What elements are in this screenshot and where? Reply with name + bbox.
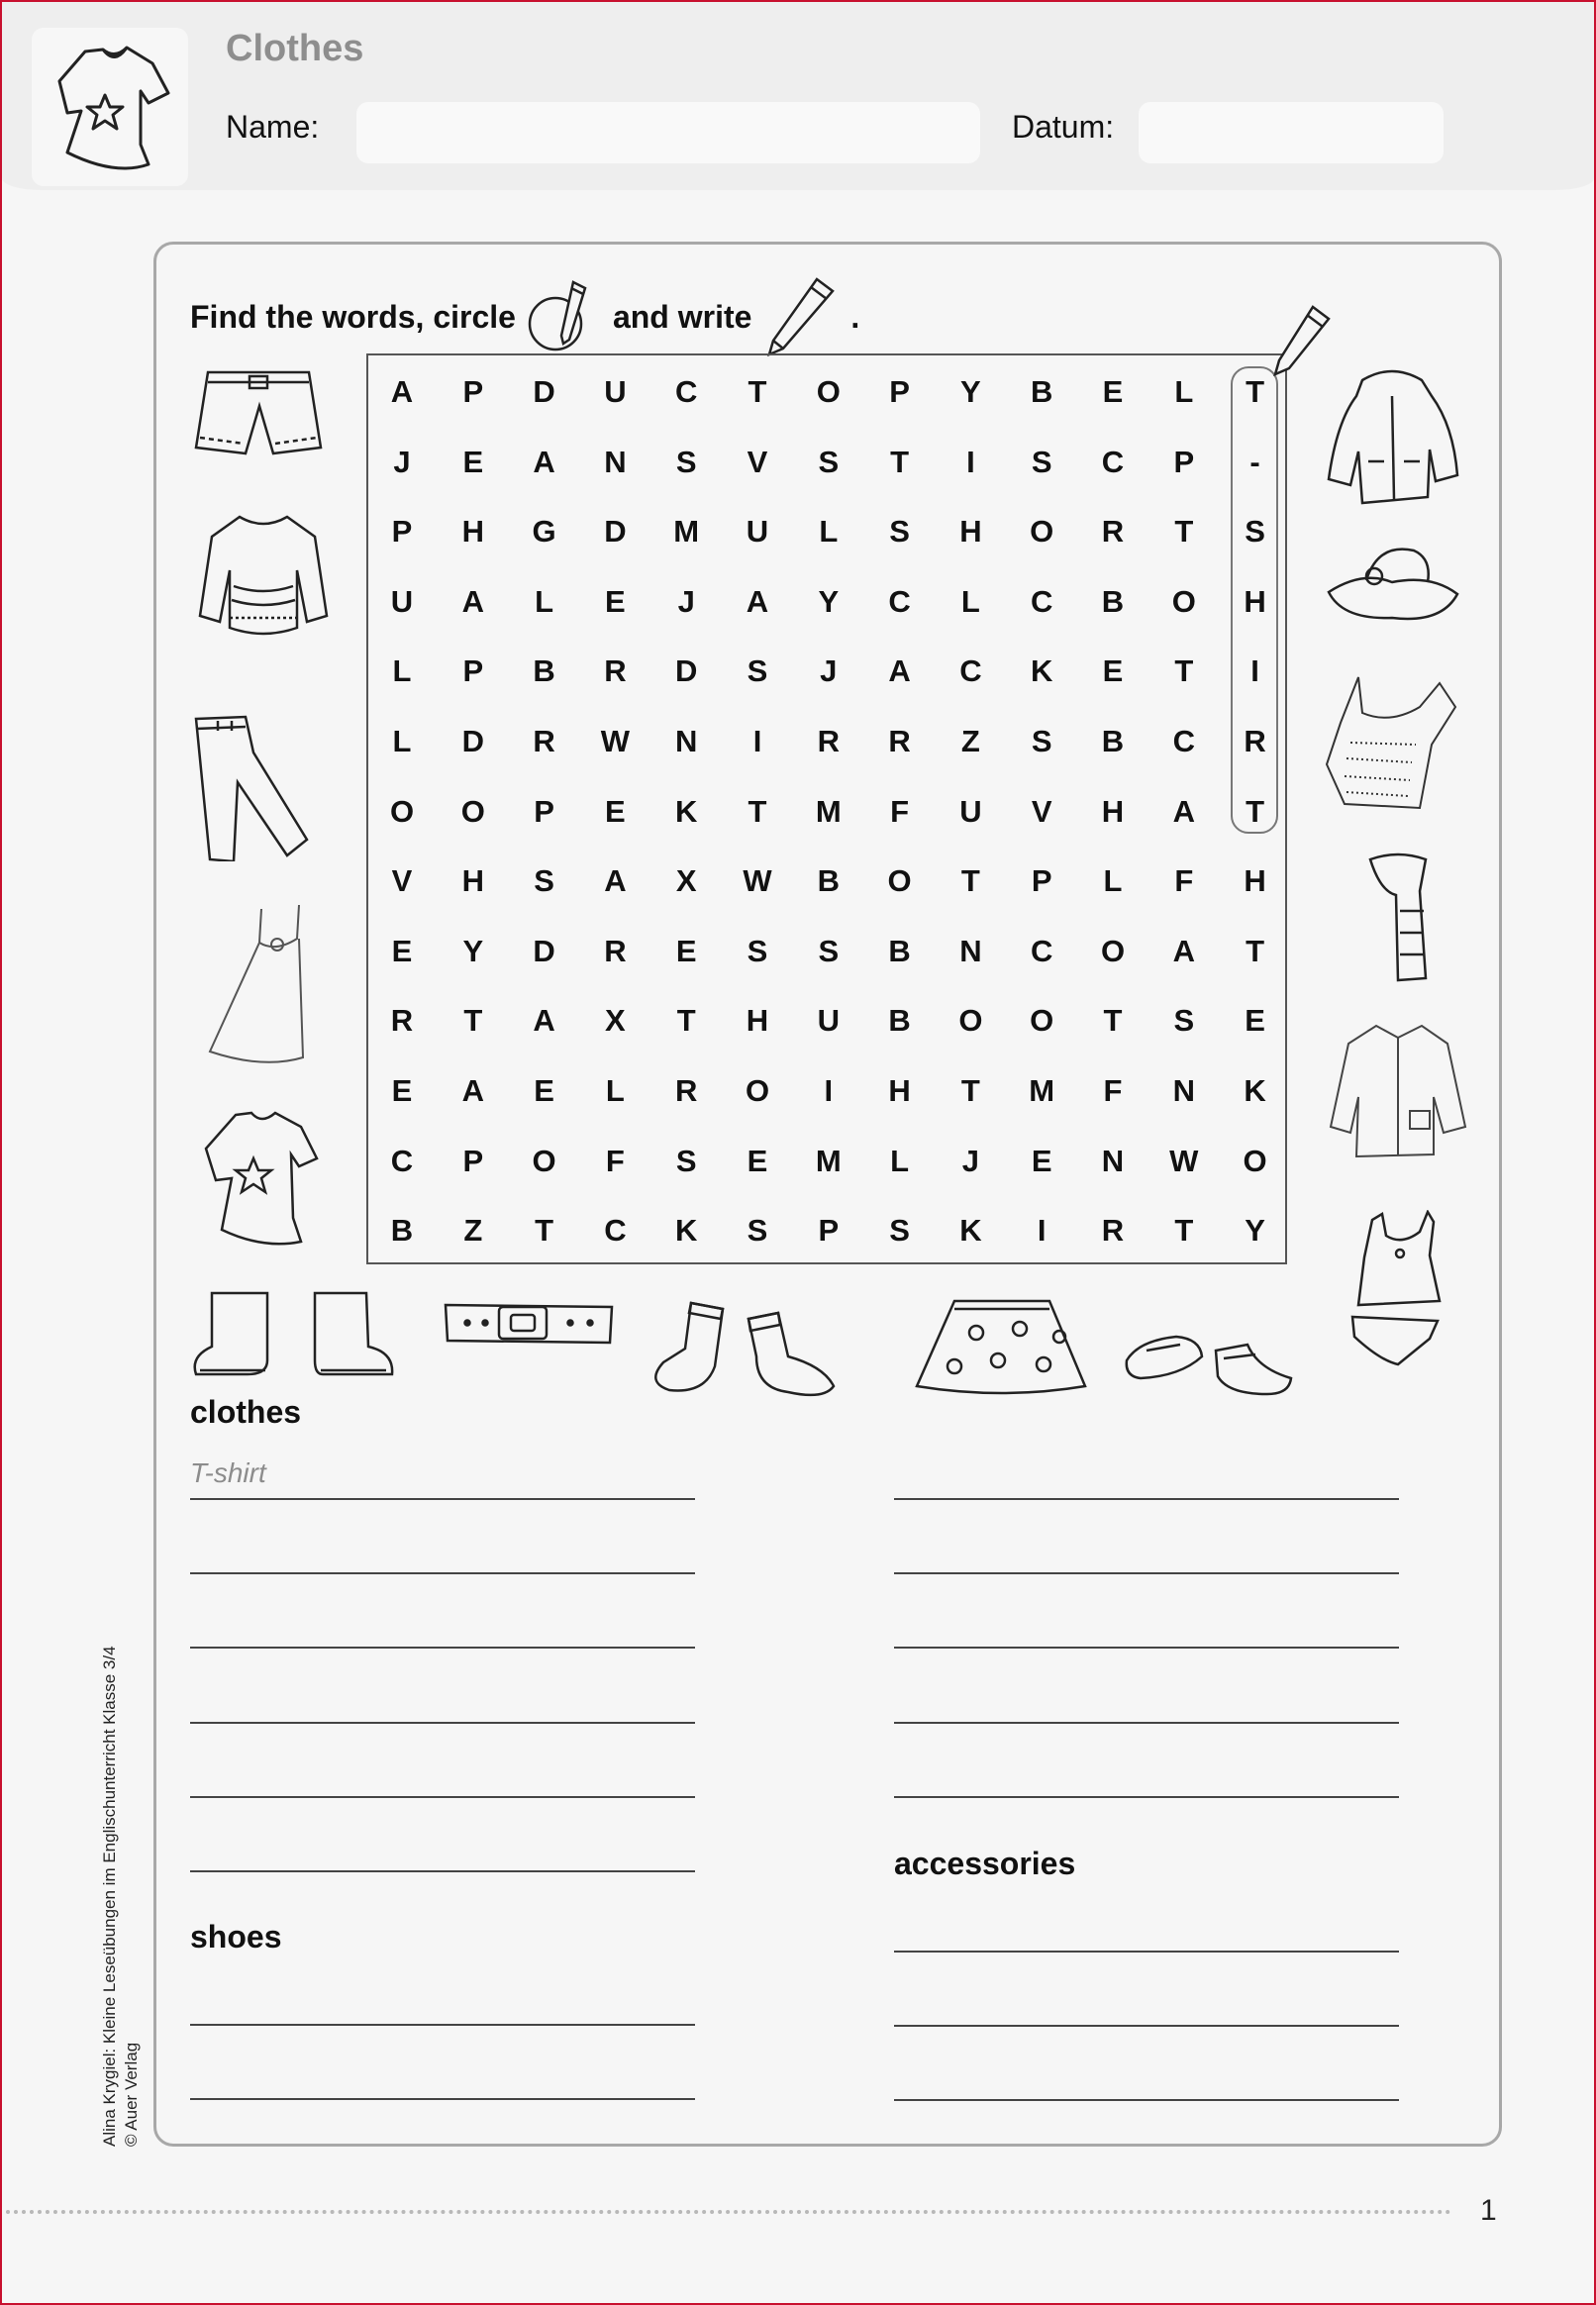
grid-letter[interactable]: C [1172,724,1195,758]
grid-letter[interactable]: K [1244,1073,1266,1108]
grid-letter[interactable]: X [675,863,697,899]
grid-letter[interactable]: C [1030,933,1053,968]
grid-letter[interactable]: T [1246,374,1265,409]
grid-letter[interactable]: A [604,863,627,899]
grid-letter[interactable]: W [743,863,772,899]
pencil-icon [761,275,841,358]
grid-letter[interactable]: O [1243,1143,1267,1178]
grid-letter[interactable]: M [815,793,842,829]
grid-letter[interactable]: S [1031,444,1052,479]
credit-line-1: Alina Krygiel: Kleine Leseübungen im Englischunterricht Klasse 3/4 [100,1646,119,2147]
grid-letter[interactable]: P [818,1213,840,1249]
grid-letter[interactable]: O [1100,933,1126,968]
accessories-answer-line[interactable] [894,2025,1399,2027]
grid-letter[interactable]: F [605,1143,625,1178]
accessories-heading: accessories [894,1846,1076,1881]
grid-letter[interactable]: E [534,1073,554,1108]
grid-letter[interactable]: E [1102,374,1124,409]
instruction-text-2: and write [612,298,752,335]
vest-and-pants-icon [1331,1210,1455,1366]
shoes-answer-line[interactable] [190,2024,695,2026]
grid-letter[interactable]: N [1101,1143,1125,1178]
grid-letter[interactable]: F [1174,863,1194,899]
clothes-heading: clothes [190,1394,302,1430]
grid-letter[interactable]: B [533,653,555,689]
shoes-heading: shoes [190,1919,282,1954]
grid-letter[interactable]: U [390,583,414,619]
grid-letter[interactable]: Y [1245,1213,1265,1249]
grid-letter[interactable]: B [1101,583,1125,619]
grid-letter[interactable]: N [604,444,627,479]
grid-letter[interactable]: V [747,444,768,479]
grid-letter[interactable]: N [1172,1073,1195,1108]
dress-icon [204,899,329,1067]
grid-letter[interactable]: A [1172,933,1195,968]
grid-letter[interactable]: P [462,1143,484,1178]
name-field[interactable] [356,102,980,163]
grid-letter[interactable]: R [1101,1213,1125,1249]
grid-letter[interactable]: S [889,514,910,550]
grid-letter[interactable]: E [675,933,697,968]
grid-letter[interactable]: A [746,583,769,619]
name-label: Name: [226,109,320,145]
grid-letter[interactable]: M [1029,1073,1055,1108]
jacket-icon [1323,366,1463,507]
jumper-icon [194,511,333,644]
grid-letter[interactable]: I [1037,1213,1047,1249]
grid-letter[interactable]: O [745,1073,770,1108]
grid-letter[interactable]: G [532,514,556,550]
grid-letter[interactable]: T [676,1003,696,1039]
grid-letter[interactable]: S [747,933,768,968]
grid-letter[interactable]: K [1030,653,1053,689]
coat-icon [1327,1018,1471,1160]
grid-letter[interactable]: M [673,514,700,550]
grid-letter[interactable]: N [959,933,982,968]
grid-letter[interactable]: E [391,933,413,968]
grid-letter[interactable]: W [600,724,631,758]
grid-letter[interactable]: U [959,793,982,829]
clothes-answer-line[interactable] [190,1647,695,1649]
grid-letter[interactable]: D [674,653,698,689]
grid-letter[interactable]: H [746,1003,769,1039]
grid-letter[interactable]: S [675,1143,697,1178]
grid-pencil-icon [1271,303,1335,376]
grid-letter[interactable]: T [748,374,767,409]
instruction-text-1: Find the words, circle [190,298,516,335]
grid-letter[interactable]: S [818,444,840,479]
grid-letter[interactable]: E [747,1143,768,1178]
grid-letter[interactable]: L [1103,863,1123,899]
grid-letter[interactable]: S [747,1213,768,1249]
grid-letter[interactable]: O [958,1003,983,1039]
grid-letter[interactable]: T [960,863,980,899]
grid-letter[interactable]: D [461,724,484,758]
grid-letter[interactable]: K [674,1213,698,1249]
grid-letter[interactable]: T [748,793,767,829]
grid-letter[interactable]: R [533,724,555,758]
grid-letter[interactable]: E [1245,1003,1265,1039]
grid-letter[interactable]: U [817,1003,840,1039]
grid-letter[interactable]: P [889,374,910,409]
grid-letter[interactable]: U [746,514,769,550]
grid-letter[interactable]: H [1244,863,1266,899]
grid-letter[interactable]: J [961,1143,980,1178]
clothes-answer-line[interactable] [190,1722,695,1724]
grid-letter[interactable]: H [1244,583,1266,619]
grid-letter[interactable]: O [1030,1003,1054,1039]
grid-letter[interactable]: N [674,724,698,758]
grid-letter[interactable]: H [959,514,982,550]
grid-letter[interactable]: R [1244,724,1266,758]
grid-letter[interactable]: S [1173,1003,1195,1039]
grid-letter[interactable]: T [535,1213,554,1249]
grid-letter[interactable]: B [1030,374,1053,409]
grid-letter[interactable]: Z [960,724,980,758]
shoes-icon [1119,1327,1297,1400]
grid-letter[interactable]: T [1103,1003,1123,1039]
grid-letter[interactable]: A [1172,793,1195,829]
grid-letter[interactable]: E [605,793,626,829]
grid-letter[interactable]: A [888,653,911,689]
grid-letter[interactable]: C [390,1143,414,1178]
grid-letter[interactable]: H [461,514,484,550]
grid-letter[interactable]: T [890,444,910,479]
clothes-answer-line[interactable] [190,1796,695,1798]
grid-letter[interactable]: B [1101,724,1125,758]
grid-letter[interactable]: L [890,1143,910,1178]
grid-letter[interactable]: B [888,1003,911,1039]
grid-letter[interactable]: A [533,444,555,479]
grid-letter[interactable]: T [1174,653,1194,689]
grid-letter[interactable]: I [966,444,975,479]
grid-letter[interactable]: E [605,583,626,619]
clothes-answer-line[interactable] [190,1870,695,1872]
grid-letter[interactable]: O [1171,583,1196,619]
grid-letter[interactable]: A [461,1073,484,1108]
grid-letter[interactable]: T [1246,793,1265,829]
copyright-credit [99,1646,143,2147]
grid-letter[interactable]: Y [818,583,840,619]
grid-letter[interactable]: A [533,1003,555,1039]
grid-letter[interactable]: S [675,444,697,479]
grid-letter[interactable]: B [888,933,911,968]
grid-letter[interactable]: C [1030,583,1053,619]
clothes-answer-line[interactable] [894,1647,1399,1649]
tshirt-logo-icon [46,42,174,172]
grid-letter[interactable]: H [1101,793,1125,829]
grid-letter[interactable]: S [534,863,554,899]
grid-letter[interactable]: V [1031,793,1052,829]
grid-letter[interactable]: F [890,793,910,829]
grid-letter[interactable]: L [535,583,554,619]
grid-letter[interactable]: H [461,863,484,899]
grid-letter[interactable]: O [460,793,485,829]
clothes-answer-line[interactable] [190,1498,695,1500]
grid-letter[interactable]: R [604,933,627,968]
grid-letter[interactable]: Z [463,1213,483,1249]
circle-pencil-icon [524,278,607,355]
accessories-answer-line[interactable] [894,2099,1399,2101]
clothes-answer-line[interactable] [190,1572,695,1574]
grid-letter[interactable]: B [390,1213,414,1249]
grid-letter[interactable]: H [888,1073,911,1108]
grid-letter[interactable]: - [1249,444,1260,479]
grid-letter[interactable]: S [747,653,768,689]
grid-letter[interactable]: O [1030,514,1054,550]
grid-letter[interactable]: X [605,1003,626,1039]
grid-letter[interactable]: P [1173,444,1195,479]
grid-letter[interactable]: T [960,1073,980,1108]
instruction [190,275,859,358]
grid-letter[interactable]: L [1174,374,1194,409]
grid-letter[interactable]: P [462,653,484,689]
grid-letter[interactable]: R [390,1003,414,1039]
grid-letter[interactable]: P [391,514,413,550]
grid-letter[interactable]: C [959,653,982,689]
grid-letter[interactable]: T [1174,514,1194,550]
grid-letter[interactable]: F [1103,1073,1123,1108]
grid-letter[interactable]: L [819,514,839,550]
clothes-answer-line[interactable] [894,1722,1399,1724]
grid-letter[interactable]: S [889,1213,910,1249]
grid-letter[interactable]: R [888,724,911,758]
grid-letter[interactable]: B [817,863,840,899]
footer-divider [6,2210,1451,2214]
clothes-answer-line[interactable] [894,1796,1399,1798]
grid-letter[interactable]: E [1031,1143,1052,1178]
page-number: 1 [1480,2194,1497,2227]
grid-letter[interactable]: U [604,374,627,409]
grid-letter[interactable]: P [462,374,484,409]
grid-letter[interactable]: L [960,583,980,619]
grid-letter[interactable]: C [674,374,698,409]
grid-letter[interactable]: M [815,1143,842,1178]
grid-letter[interactable]: J [393,444,411,479]
clothes-answer-line[interactable] [894,1572,1399,1574]
grid-letter[interactable]: O [887,863,912,899]
grid-letter[interactable]: I [824,1073,834,1108]
grid-letter[interactable]: S [818,933,840,968]
credit-line-2: © Auer Verlag [122,2042,141,2147]
boots-icon [188,1287,398,1380]
accessories-answer-line[interactable] [894,1951,1399,1953]
grid-letter[interactable]: P [1031,863,1052,899]
grid-letter[interactable]: W [1169,1143,1199,1178]
worksheet-title: Clothes [226,28,364,69]
grid-letter[interactable]: R [817,724,840,758]
grid-letter[interactable]: R [604,653,627,689]
top-icon [1321,673,1459,812]
grid-letter[interactable]: V [391,863,413,899]
date-label: Datum: [1012,109,1115,145]
grid-letter[interactable]: Y [462,933,484,968]
skirt-icon [911,1293,1091,1402]
grid-letter[interactable]: E [391,1073,413,1108]
grid-letter[interactable]: O [816,374,841,409]
grid-letter[interactable]: L [392,724,412,758]
belt-icon [442,1299,616,1351]
grid-letter[interactable]: E [462,444,484,479]
shorts-icon [188,366,329,461]
grid-letter[interactable]: A [461,583,484,619]
grid-letter[interactable]: P [534,793,554,829]
grid-letter[interactable]: I [1250,653,1259,689]
jeans-icon [188,713,313,861]
grid-letter[interactable]: O [532,1143,556,1178]
grid-letter[interactable]: L [392,653,412,689]
grid-letter[interactable]: D [533,933,555,968]
clothes-example-answer: T-shirt [190,1457,266,1488]
grid-letter[interactable]: K [674,793,698,829]
grid-letter[interactable]: S [1245,514,1265,550]
grid-letter[interactable]: C [1101,444,1125,479]
grid-letter[interactable]: R [674,1073,698,1108]
tshirt-icon [198,1109,323,1248]
logo [32,28,188,186]
date-field[interactable] [1139,102,1444,163]
grid-letter[interactable]: J [677,583,695,619]
shoes-answer-line[interactable] [190,2098,695,2100]
grid-letter[interactable]: K [959,1213,982,1249]
socks-icon [640,1297,838,1400]
grid-letter[interactable]: T [1174,1213,1194,1249]
grid-letter[interactable]: J [820,653,838,689]
grid-letter[interactable]: D [604,514,627,550]
grid-letter[interactable]: R [1101,514,1125,550]
scarf-icon [1356,852,1440,984]
grid-letter[interactable]: C [604,1213,627,1249]
grid-letter[interactable]: O [389,793,415,829]
grid-letter[interactable]: T [1246,933,1265,968]
grid-letter[interactable]: Y [960,374,981,409]
grid-letter[interactable]: T [463,1003,483,1039]
hat-icon [1323,541,1463,626]
instruction-text-3: . [850,298,860,335]
grid-letter[interactable]: L [605,1073,625,1108]
grid-letter[interactable]: C [888,583,911,619]
grid-letter[interactable]: I [752,724,762,758]
grid-letter[interactable]: D [533,374,555,409]
grid-letter[interactable]: S [1031,724,1052,758]
clothes-answer-line[interactable] [894,1498,1399,1500]
grid-letter[interactable]: A [390,374,414,409]
grid-letter[interactable]: E [1102,653,1124,689]
